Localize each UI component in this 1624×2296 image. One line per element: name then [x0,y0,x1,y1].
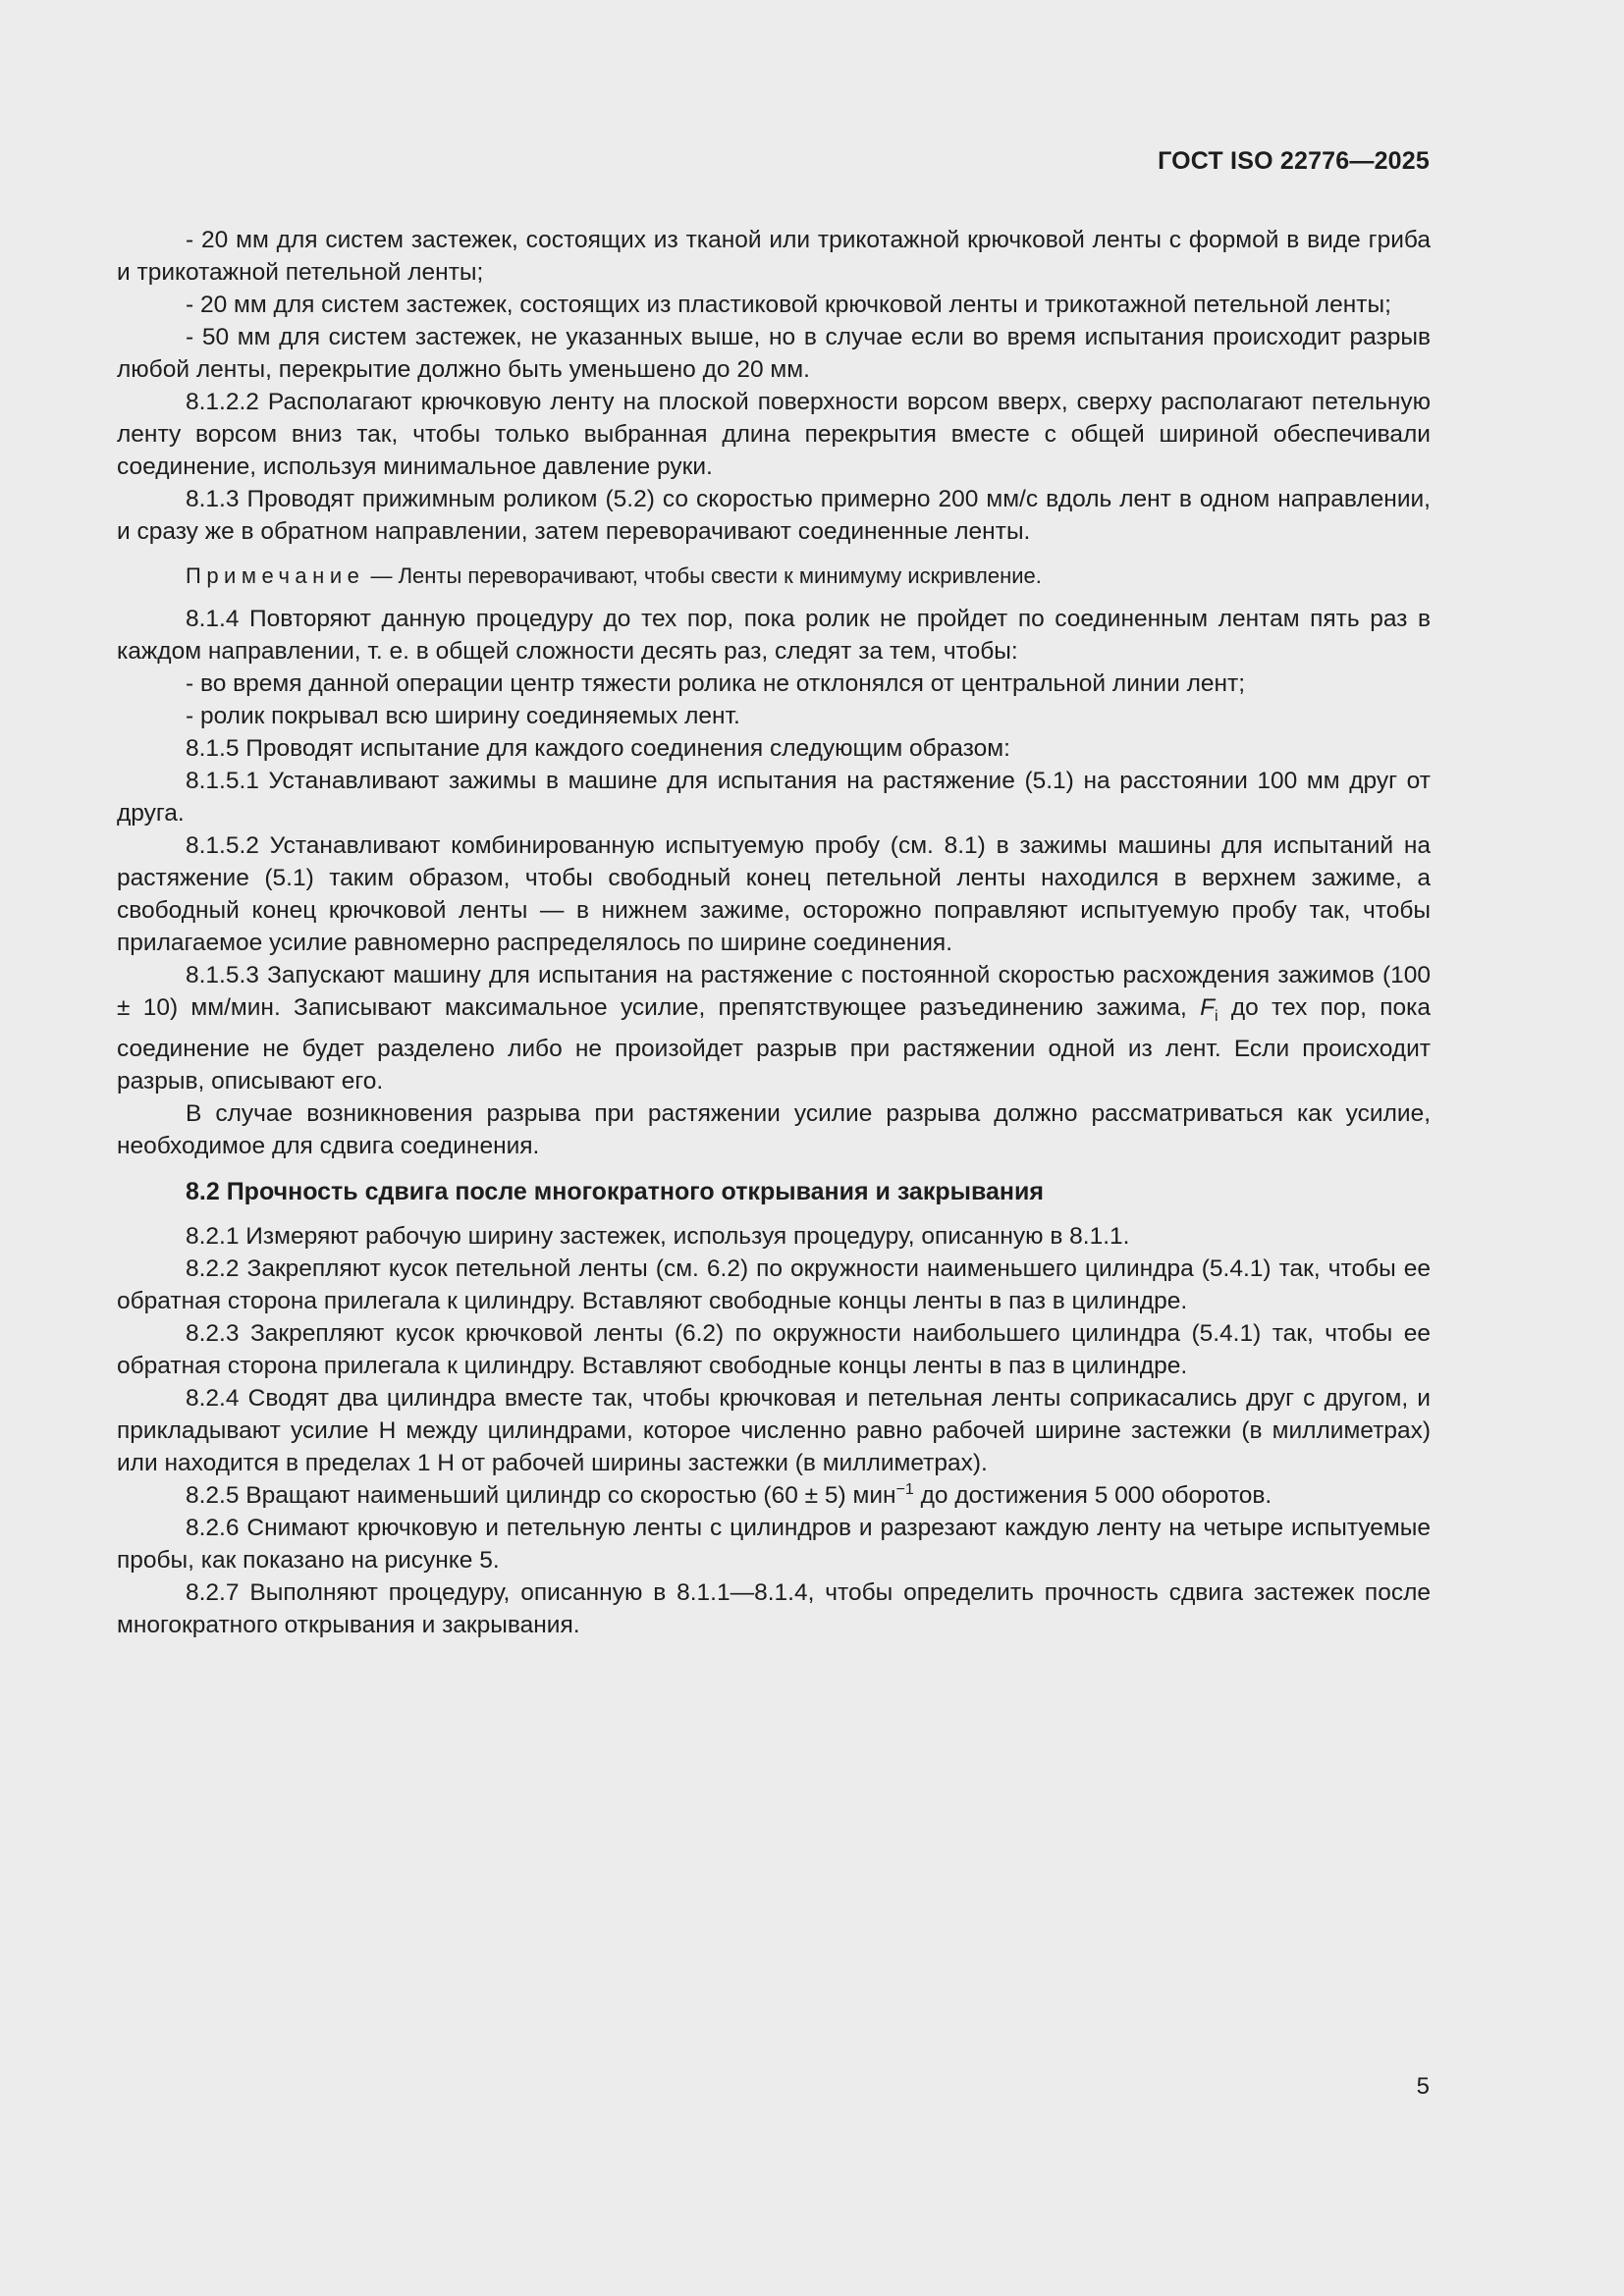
paragraph: 8.2.2 Закрепляют кусок петельной ленты (см. 6.2) по окружности наименьшего цилиндра (5.4.1) так, чтобы ее обратная сторона прилегала к цилиндру. Вставляют свободные концы ленты в паз в цилиндре. [117,1255,1431,1314]
paragraph: 8.1.5 Проводят испытание для каждого соединения следующим образом: [186,735,1010,762]
paragraph-8-1-5-3 [117,959,1431,1097]
text-segment: 8.2.5 Вращают наименьший цилиндр со скоростью (60 ± 5) мин [186,1481,896,1509]
paragraph: 8.2.3 Закрепляют кусок крючковой ленты (6.2) по окружности наибольшего цилиндра (5.4.1) так, чтобы ее обратная сторона прилегала к цилиндру. Вставляют свободные концы ленты в паз в цилиндре. [117,1319,1431,1379]
paragraph: - ролик покрывал всю ширину соединяемых лент. [186,703,740,729]
paragraph: - 50 мм для систем застежек, не указанных выше, но в случае если во время испытания происходит разрыв любой ленты, перекрытие должно быть уменьшено до 20 мм. [117,324,1431,383]
text-segment: до достижения 5 000 оборотов. [913,1481,1272,1509]
superscript: −1 [895,1480,914,1498]
note [117,561,1431,591]
paragraph: В случае возникновения разрыва при растяжении усилие разрыва должно рассматриваться как усилие, необходимое для сдвига соединения. [117,1099,1431,1159]
section-heading: 8.2 Прочность сдвига после многократного открывания и закрывания [186,1177,1044,1205]
paragraph-8-2-5 [117,1479,1431,1512]
document-header: ГОСТ ISO 22776—2025 [1158,147,1430,175]
paragraph: 8.1.3 Проводят прижимным роликом (5.2) со скоростью примерно 200 мм/с вдоль лент в одном направлении, и сразу же в обратном направлении, затем переворачивают соединенные ленты. [117,486,1431,545]
page-number: 5 [1416,2073,1430,2100]
note-label: Примечание [186,563,365,588]
force-subscript: i [1215,1007,1218,1025]
text-segment: до тех пор, пока соединение не будет разделено либо не произойдет разрыв при растяжении одной из лент. Если происходит разрыв, описывают его. [117,994,1431,1095]
paragraph: - 20 мм для систем застежек, состоящих из тканой или трикотажной крючковой ленты с формой в виде гриба и трикотажной петельной ленты; [117,227,1431,286]
paragraph: 8.1.5.2 Устанавливают комбинированную испытуемую пробу (см. 8.1) в зажимы машины для испытаний на растяжение (5.1) таким образом, чтобы свободный конец петельной ленты находился в верхнем зажиме, а свободный конец крючковой ленты — в нижнем зажиме, осторожно поправляют испытуемую пробу так, чтобы прилагаемое усилие равномерно распределялось по ширине соединения. [117,832,1431,956]
page-body [117,224,1431,1641]
paragraph: 8.1.4 Повторяют данную процедуру до тех пор, пока ролик не пройдет по соединенным лентам пять раз в каждом направлении, т. е. в общей сложности десять раз, следят за тем, чтобы: [117,606,1431,665]
paragraph: - 20 мм для систем застежек, состоящих из пластиковой крючковой ленты и трикотажной петельной ленты; [186,292,1391,318]
force-letter: F [1200,994,1216,1021]
paragraph: 8.2.1 Измеряют рабочую ширину застежек, используя процедуру, описанную в 8.1.1. [186,1222,1130,1250]
force-symbol [1200,994,1218,1025]
note-text: — Ленты переворачивают, чтобы свести к минимуму искривление. [364,563,1042,588]
paragraph: - во время данной операции центр тяжести ролика не отклонялся от центральной линии лент; [186,670,1246,697]
text-segment: 8.1.5.3 Запускают машину для испытания на растяжение с постоянной скоростью расхождения зажимов (100 ± 10) мм/мин. Записывают максимальное усилие, препятствующее разъединению зажима, [117,962,1431,1021]
paragraph: 8.2.4 Сводят два цилиндра вместе так, чтобы крючковая и петельная ленты соприкасались друг с другом, и прикладывают усилие Н между цилиндрами, которое численно равно рабочей ширине застежки (в миллиметрах) или находится в пределах 1 Н от рабочей ширины застежки (в миллиметрах). [117,1384,1431,1476]
paragraph: 8.1.5.1 Устанавливают зажимы в машине для испытания на растяжение (5.1) на расстоянии 100 мм друг от друга. [117,768,1431,827]
paragraph: 8.1.2.2 Располагают крючковую ленту на плоской поверхности ворсом вверх, сверху располагают петельную ленту ворсом вниз так, чтобы только выбранная длина перекрытия вместе с общей шириной обеспечивали соединение, используя минимальное давление руки. [117,389,1431,480]
paragraph: 8.2.6 Снимают крючковую и петельную ленты с цилиндров и разрезают каждую ленту на четыре испытуемые пробы, как показано на рисунке 5. [117,1514,1431,1574]
paragraph: 8.2.7 Выполняют процедуру, описанную в 8.1.1—8.1.4, чтобы определить прочность сдвига застежек после многократного открывания и закрывания. [117,1578,1431,1638]
